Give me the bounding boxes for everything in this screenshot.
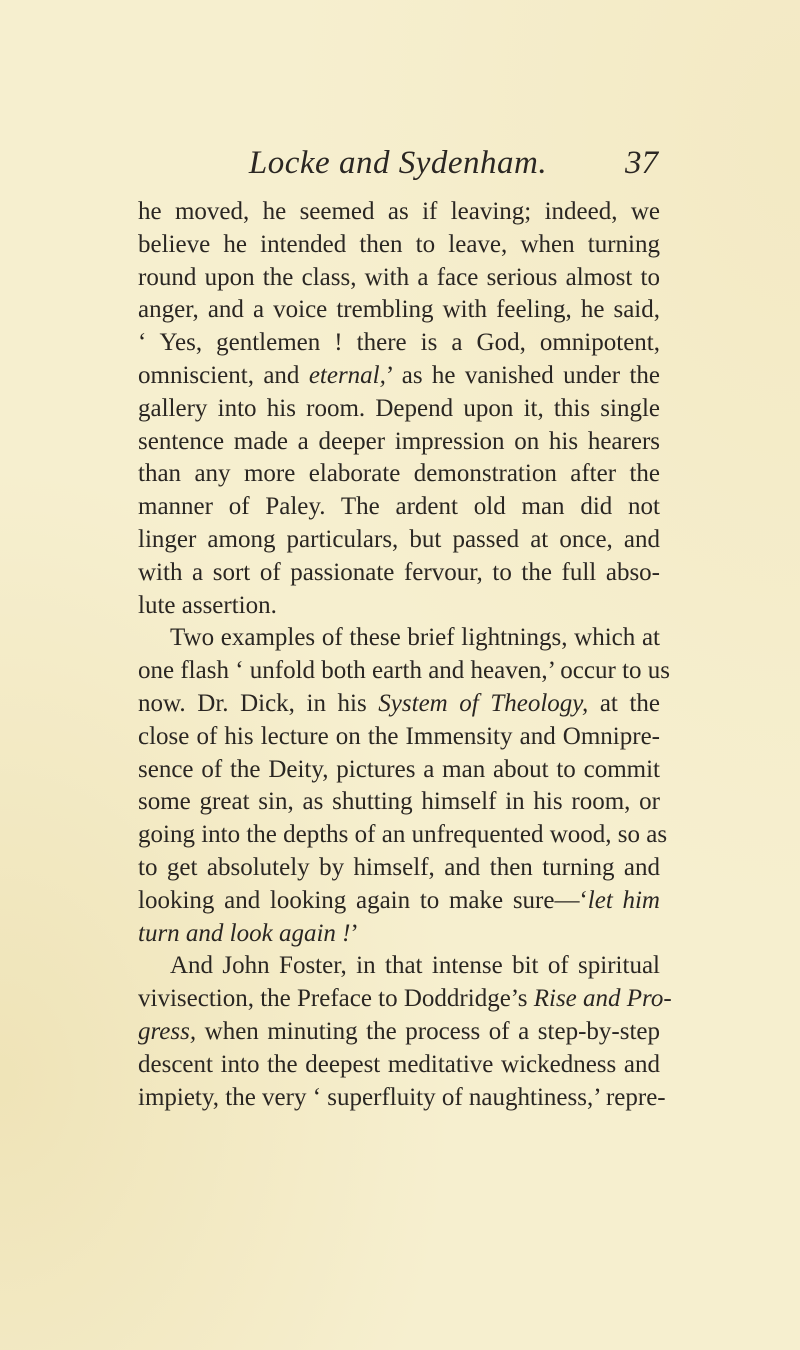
text-line: Two examples of these brief lightnings, which at (170, 624, 660, 652)
text-line: gallery into his room. Depend upon it, this single (138, 394, 660, 422)
text-line: believe he intended then to leave, when turning (138, 230, 660, 258)
text-line: sence of the Deity, pictures a man about to commit (138, 755, 660, 783)
text-line: sentence made a deeper impression on his hearers (138, 427, 660, 455)
text-line: lute assertion. (138, 591, 277, 619)
text-line: close of his lecture on the Immensity and Omnipre- (138, 722, 660, 750)
text-line: than any more elaborate demonstration after the (138, 460, 660, 488)
text-line: with a sort of passionate fervour, to the full abso- (138, 558, 660, 586)
text-line: round upon the class, with a face serious almost to (138, 263, 660, 291)
text-line: some great sin, as shutting himself in his room, or (138, 788, 660, 816)
text-line: impiety, the very ‘ superfluity of naughtiness,’ repre- (138, 1083, 666, 1111)
running-title: Locke and Sydenham. (248, 145, 548, 181)
text-line: he moved, he seemed as if leaving; indeed, we (138, 198, 660, 225)
text-line: gress, when minuting the process of a step-by-step (138, 1017, 660, 1045)
running-head (138, 143, 658, 187)
text-line: one flash ‘ unfold both earth and heaven,’ occur to us (138, 657, 670, 685)
text-line: anger, and a voice trembling with feeling, he said, (138, 296, 660, 324)
text-line: linger among particulars, but passed at once, and (138, 525, 660, 553)
text-line: And John Foster, in that intense bit of spiritual (170, 952, 660, 980)
text-line: turn and look again !’ (138, 919, 359, 947)
text-line: ‘ Yes, gentlemen ! there is a God, omnipotent, (138, 329, 660, 357)
text-line: going into the depths of an unfrequented wood, so as (138, 821, 668, 849)
text-line: descent into the deepest meditative wickedness and (138, 1050, 660, 1078)
text-line: omniscient, and eternal,’ as he vanished under the (138, 361, 660, 389)
text-line: looking and looking again to make sure—‘let him (138, 886, 660, 914)
page-number: 37 (625, 145, 658, 181)
text-line: vivisection, the Preface to Doddridge’s Rise and Pro- (138, 985, 672, 1013)
text-line: to get absolutely by himself, and then turning and (138, 853, 660, 881)
text-line: now. Dr. Dick, in his System of Theology, at the (138, 689, 660, 717)
text-line: manner of Paley. The ardent old man did not (138, 493, 660, 521)
body-text (138, 196, 672, 1114)
